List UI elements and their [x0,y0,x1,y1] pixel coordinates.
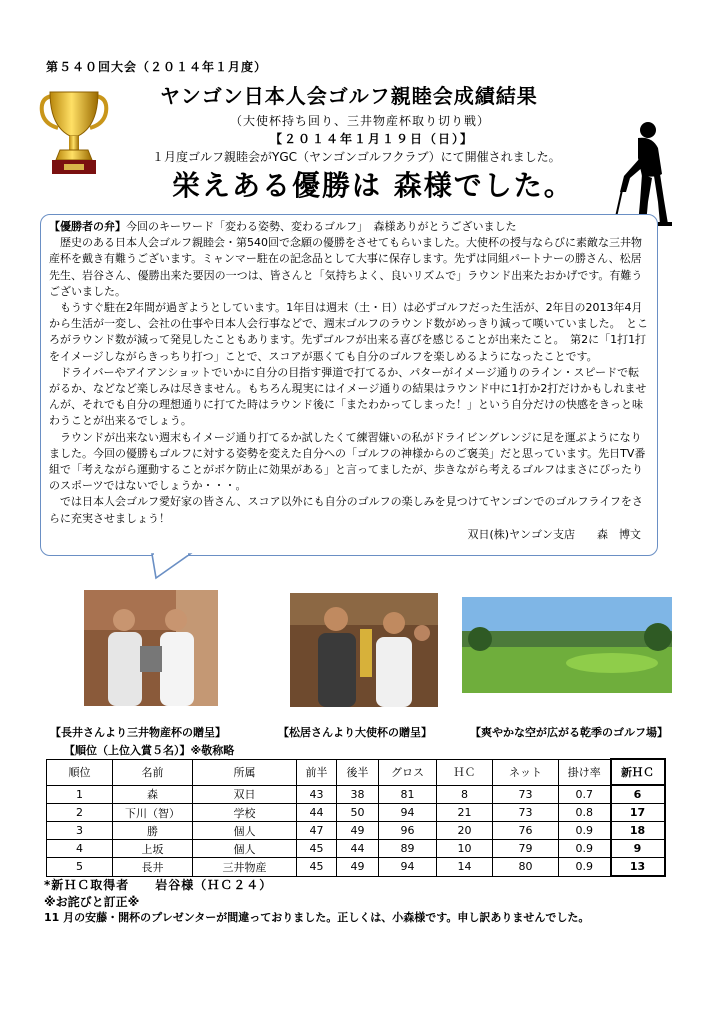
cell-rate: 0.9 [559,840,611,858]
cell-back: 49 [337,858,379,877]
speech-paragraph: もうすぐ駐在2年間が過ぎようとしています。1年目は週末（土・日）は必ずゴルフだった生活が、2年目の2013年4月から生活が一変し、会社の仕事や日本人会行事などで、週末ゴルフのラウンド数がめっきり減って嘆いていました。 ところがラウンド数が減って発見したこともあります。先ずゴルフが出来る喜びを感じることが出来たこと。 第2に「1打1打をイメージしながらきっちり打つ」ことで、スコアが悪くても自分のゴルフを楽しめるようになったことです。 [49,301,649,363]
cell-affiliation: 双日 [193,785,297,804]
trophy-icon [38,86,110,178]
col-header: ＨＣ [437,759,493,785]
caption-photo-3: 【爽やかな空が広がる乾季のゴルフ場】 [470,726,668,739]
table-row [47,840,665,858]
cell-front: 47 [297,822,337,840]
cell-net: 79 [493,840,559,858]
cell-gross: 89 [379,840,437,858]
cell-hc: 8 [437,785,493,804]
results-table [46,758,666,877]
cell-front: 45 [297,840,337,858]
cell-rank: 1 [47,785,113,804]
cell-affiliation: 三井物産 [193,858,297,877]
cell-rate: 0.7 [559,785,611,804]
cell-rank: 2 [47,804,113,822]
cell-back: 49 [337,822,379,840]
cell-front: 44 [297,804,337,822]
col-header: 新ＨＣ [611,759,665,785]
col-header: 前半 [297,759,337,785]
cell-net: 73 [493,804,559,822]
cell-hc: 14 [437,858,493,877]
speech-tail [150,552,194,580]
table-header-row [47,759,665,785]
cell-rank: 4 [47,840,113,858]
cell-new-hc: 9 [611,840,665,858]
held-at-text: １月度ゴルフ親睦会がYGC（ヤンゴンゴルフクラブ）にて開催されました。 [152,150,561,164]
speech-lead-label: 【優勝者の弁】 [49,220,126,233]
col-header: 後半 [337,759,379,785]
cell-new-hc: 6 [611,785,665,804]
cell-affiliation: 個人 [193,840,297,858]
table-row [47,785,665,804]
event-date: 【２０１４年１月１９日（日）】 [270,132,475,146]
new-hc-note: *新ＨＣ取得者 岩谷様（ＨＣ２４） [44,878,273,892]
col-header: 順位 [47,759,113,785]
speech-lead-text: 今回のキーワード「変わる姿勢、変わるゴルフ」 森様ありがとうございました [126,220,517,233]
speech-paragraph: ドライバーやアイアンショットでいかに自分の目指す弾道で打てるか、パターがイメージ通りのライン・スピードで転がるか、などなど楽しみは尽きません。もちろん現実にはイメージ通りの結果はラウンド中に1打か2打だけかもしれませんが、それでも自分の理想通りに打てた時はラウンド後に「またわかってしまった！」という自分だけの快感をきっと味わうことが出来るでしょう。 [49,365,647,428]
cell-name: 勝 [113,822,193,840]
caption-photo-2: 【松居さんより大使杯の贈呈】 [278,726,432,739]
caption-photo-1: 【長井さんより三井物産杯の贈呈】 [50,726,226,739]
table-row [47,822,665,840]
table-row [47,804,665,822]
cell-affiliation: 学校 [193,804,297,822]
cell-affiliation: 個人 [193,822,297,840]
col-header: 所属 [193,759,297,785]
cell-back: 44 [337,840,379,858]
subtitle: （大使杯持ち回り、三井物産杯取り切り戦） [230,114,491,128]
cell-rate: 0.8 [559,804,611,822]
cell-back: 50 [337,804,379,822]
apology-title: ※お詫びと訂正※ [44,895,140,909]
speech-signature: 双日(株)ヤンゴン支店 森 博文 [467,527,641,541]
cell-name: 長井 [113,858,193,877]
cell-new-hc: 18 [611,822,665,840]
cell-rate: 0.9 [559,858,611,877]
meeting-label: 第５４０回大会（２０１４年１月度） [46,60,268,74]
page-title: ヤンゴン日本人会ゴルフ親睦会成績結果 [160,84,538,108]
cell-hc: 10 [437,840,493,858]
photo-golf-course [462,597,672,693]
cell-back: 38 [337,785,379,804]
col-header: グロス [379,759,437,785]
col-header: 掛け率 [559,759,611,785]
cell-front: 45 [297,858,337,877]
cell-gross: 94 [379,804,437,822]
cell-gross: 94 [379,858,437,877]
cell-gross: 96 [379,822,437,840]
apology-text: 11 月の安藤・開杯のプレゼンターが間違っておりました。正しくは、小森様です。申し訳ありませんでした。 [44,911,590,924]
cell-rate: 0.9 [559,822,611,840]
cell-name: 上坂 [113,840,193,858]
photo-trophy-presentation-1 [84,590,218,706]
winner-headline: 栄えある優勝は 森様でした。 [172,169,574,202]
col-header: 名前 [113,759,193,785]
cell-net: 80 [493,858,559,877]
cell-front: 43 [297,785,337,804]
cell-name: 下川（智） [113,804,193,822]
photo-trophy-presentation-2 [290,593,438,707]
speech-paragraph: 歴史のある日本人会ゴルフ親睦会・第540回で念願の優勝をさせてもらいました。大使杯の授与ならびに素敵な三井物産杯を戴き有難うございます。ミャンマー駐在の記念品として大事に保存します。先ずは同組パートナーの勝さん、松居先生、岩谷さん、優勝出来た要因の一つは、皆さんと「気持ちよく、良いリズムで」ラウンド出来たおかげです。有難うございました。 [49,236,643,298]
col-header: ネット [493,759,559,785]
cell-gross: 81 [379,785,437,804]
cell-net: 73 [493,785,559,804]
table-row [47,858,665,877]
winner-speech-box [40,214,658,556]
cell-rank: 5 [47,858,113,877]
cell-name: 森 [113,785,193,804]
ranking-heading: 【順位（上位入賞５名）】※敬称略 [64,744,235,757]
cell-new-hc: 13 [611,858,665,877]
cell-rank: 3 [47,822,113,840]
cell-new-hc: 17 [611,804,665,822]
speech-lead [49,219,649,235]
cell-hc: 20 [437,822,493,840]
cell-net: 76 [493,822,559,840]
speech-paragraph: では日本人会ゴルフ愛好家の皆さん、スコア以外にも自分のゴルフの楽しみを見つけてヤンゴンでのゴルフライフをさらに充実させましょう！ [49,495,643,525]
speech-paragraph: ラウンドが出来ない週末もイメージ通り打てるか試したくて練習嫌いの私がドライビングレンジに足を運ぶようになりました。今回の優勝もゴルフに対する姿勢を変えた自分への「ゴルフの神様からのご褒美」だと思っています。先日TV番組で「考えながら運動することがボケ防止に効果がある」と言ってましたが、歩きながら考えるゴルフはまさにぴったりのスポーツではないでしょうか・・・。 [49,430,646,493]
cell-hc: 21 [437,804,493,822]
